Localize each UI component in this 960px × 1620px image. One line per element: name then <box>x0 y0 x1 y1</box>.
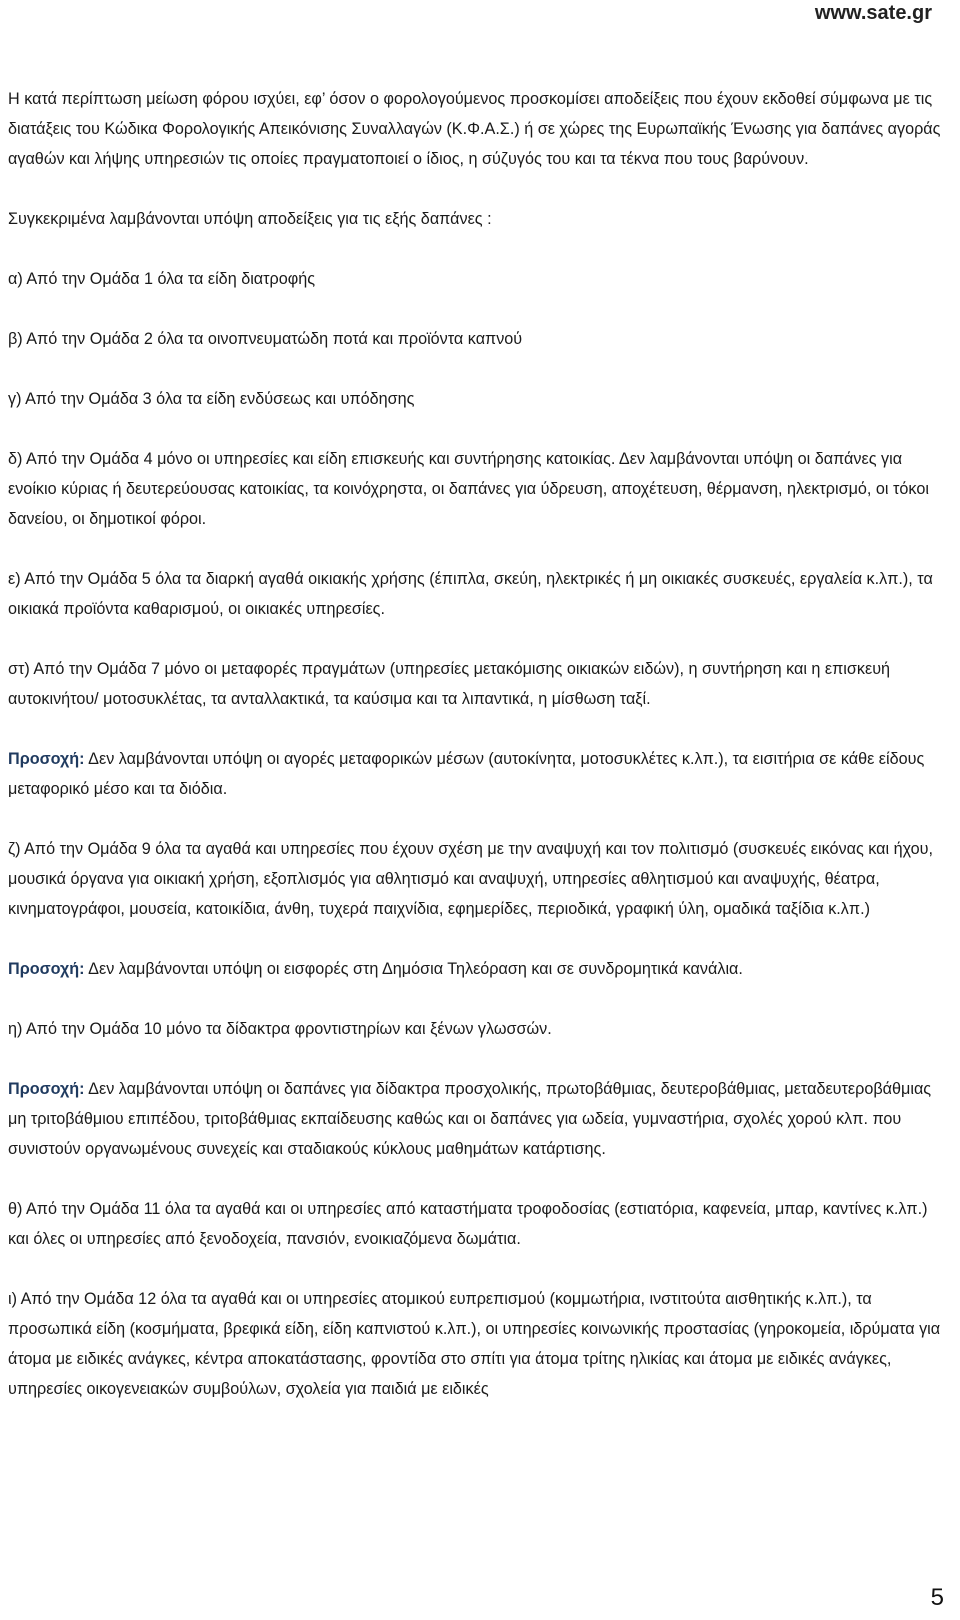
intro-paragraph: Η κατά περίπτωση μείωση φόρου ισχύει, εφ’ όσον ο φορολογούμενος προσκομίσει αποδείξεις που έχουν εκδοθεί σύμφωνα με τις διατάξεις του Κώδικα Φορολογικής Απεικόνισης Συναλλαγών (Κ.Φ.Α.Σ.) ή σε χώρες της Ευρωπαϊκής Ένωσης για δαπάνες αγοράς αγαθών και λήψης υπηρεσιών τις οποίες πραγματοποιεί ο ίδιος, η σύζυγός του και τα τέκνα που τους βαρύνουν. <box>8 90 941 168</box>
note-transport <box>8 744 948 804</box>
note-text: Δεν λαμβάνονται υπόψη οι δαπάνες για δίδακτρα προσχολικής, πρωτοβάθμιας, δευτεροβάθμιας, μεταδευτεροβάθμιας μη τριτοβάθμιου επιπέδου, τριτοβάθμιας εκπαίδευσης καθώς και οι δαπάνες για ωδεία, γυμναστήρια, σχολές χορού κλπ. που συνιστούν οργανωμένους συνεχείς και σταδιακούς κύκλους μαθημάτων κατάρτισης. <box>8 1080 932 1158</box>
document-body <box>8 84 948 1434</box>
note-television <box>8 954 948 984</box>
item-b: β) Από την Ομάδα 2 όλα τα οινοπνευματώδη ποτά και προϊόντα καπνού <box>8 330 523 348</box>
item-i: ι) Από την Ομάδα 12 όλα τα αγαθά και οι υπηρεσίες ατομικού ευπρεπισμού (κομμωτήρια, ινστιτούτα αισθητικής κ.λπ.), τα προσωπικά είδη (κοσμήματα, βρεφικά είδη, είδη καπνιστού κ.λπ.), οι υπηρεσίες κοινωνικής προστασίας (γηροκομεία, ιδρύματα για άτομα με ειδικές ανάγκες, κέντρα αποκατάστασης, φροντίδα στο σπίτι για άτομα τρίτης ηλικίας και άτομα με ειδικές ανάγκες, υπηρεσίες οικογενειακών συμβούλων, σχολεία για παιδιά με ειδικές <box>8 1290 941 1398</box>
note-text: Δεν λαμβάνονται υπόψη οι εισφορές στη Δημόσια Τηλεόραση και σε συνδρομητικά κανάλια. <box>84 960 743 978</box>
site-url-header: www.sate.gr <box>814 2 932 24</box>
note-label: Προσοχή: <box>8 960 85 978</box>
expenses-intro: Συγκεκριμένα λαμβάνονται υπόψη αποδείξεις για τις εξής δαπάνες : <box>8 210 492 228</box>
item-c: γ) Από την Ομάδα 3 όλα τα είδη ενδύσεως και υπόδησης <box>8 390 415 408</box>
item-st: στ) Από την Ομάδα 7 μόνο οι μεταφορές πραγμάτων (υπηρεσίες μετακόμισης οικιακών ειδών), η συντήρηση και η επισκευή αυτοκινήτου/ μοτοσυκλέτας, τα ανταλλακτικά, τα καύσιμα και τα λιπαντικά, η μίσθωση ταξί. <box>8 660 891 708</box>
item-z: ζ) Από την Ομάδα 9 όλα τα αγαθά και υπηρεσίες που έχουν σχέση με την αναψυχή και τον πολιτισμό (συσκευές εικόνας και ήχου, μουσικά όργανα για οικιακή χρήση, εξοπλισμός για αθλητισμό και αναψυχή, υπηρεσίες αθλητισμού και αναψυχής, θέατρα, κινηματογράφοι, μουσεία, κατοικίδια, άνθη, τυχερά παιχνίδια, εφημερίδες, περιοδικά, γραφική ύλη, ομαδικά ταξίδια κ.λπ.) <box>8 840 934 918</box>
note-label: Προσοχή: <box>8 750 85 768</box>
item-h: η) Από την Ομάδα 10 μόνο τα δίδακτρα φροντιστηρίων και ξένων γλωσσών. <box>8 1020 552 1038</box>
item-d: δ) Από την Ομάδα 4 μόνο οι υπηρεσίες και είδη επισκευής και συντήρησης κατοικίας. Δεν λαμβάνονται υπόψη οι δαπάνες για ενοίκιο κύριας ή δευτερεύουσας κατοικίας, τα κοινόχρηστα, οι δαπάνες για ύδρευση, αποχέτευση, θέρμανση, ηλεκτρισμό, οι τόκοι δανείου, οι δημοτικοί φόροι. <box>8 450 929 528</box>
note-text: Δεν λαμβάνονται υπόψη οι αγορές μεταφορικών μέσων (αυτοκίνητα, μοτοσυκλέτες κ.λπ.), τα εισιτήρια σε κάθε είδους μεταφορικό μέσο και τα διόδια. <box>8 750 925 798</box>
note-label: Προσοχή: <box>8 1080 85 1098</box>
item-th: θ) Από την Ομάδα 11 όλα τα αγαθά και οι υπηρεσίες από καταστήματα τροφοδοσίας (εστιατόρια, καφενεία, μπαρ, καντίνες κ.λπ.) και όλες οι υπηρεσίες από ξενοδοχεία, πανσιόν, ενοικιαζόμενα δωμάτια. <box>8 1200 928 1248</box>
note-tuition <box>8 1074 948 1164</box>
page-number: 5 <box>930 1584 944 1611</box>
item-e: ε) Από την Ομάδα 5 όλα τα διαρκή αγαθά οικιακής χρήσης (έπιπλα, σκεύη, ηλεκτρικές ή μη οικιακές συσκευές, εργαλεία κ.λπ.), τα οικιακά προϊόντα καθαρισμού, οι οικιακές υπηρεσίες. <box>8 570 933 618</box>
item-a: α) Από την Ομάδα 1 όλα τα είδη διατροφής <box>8 270 316 288</box>
